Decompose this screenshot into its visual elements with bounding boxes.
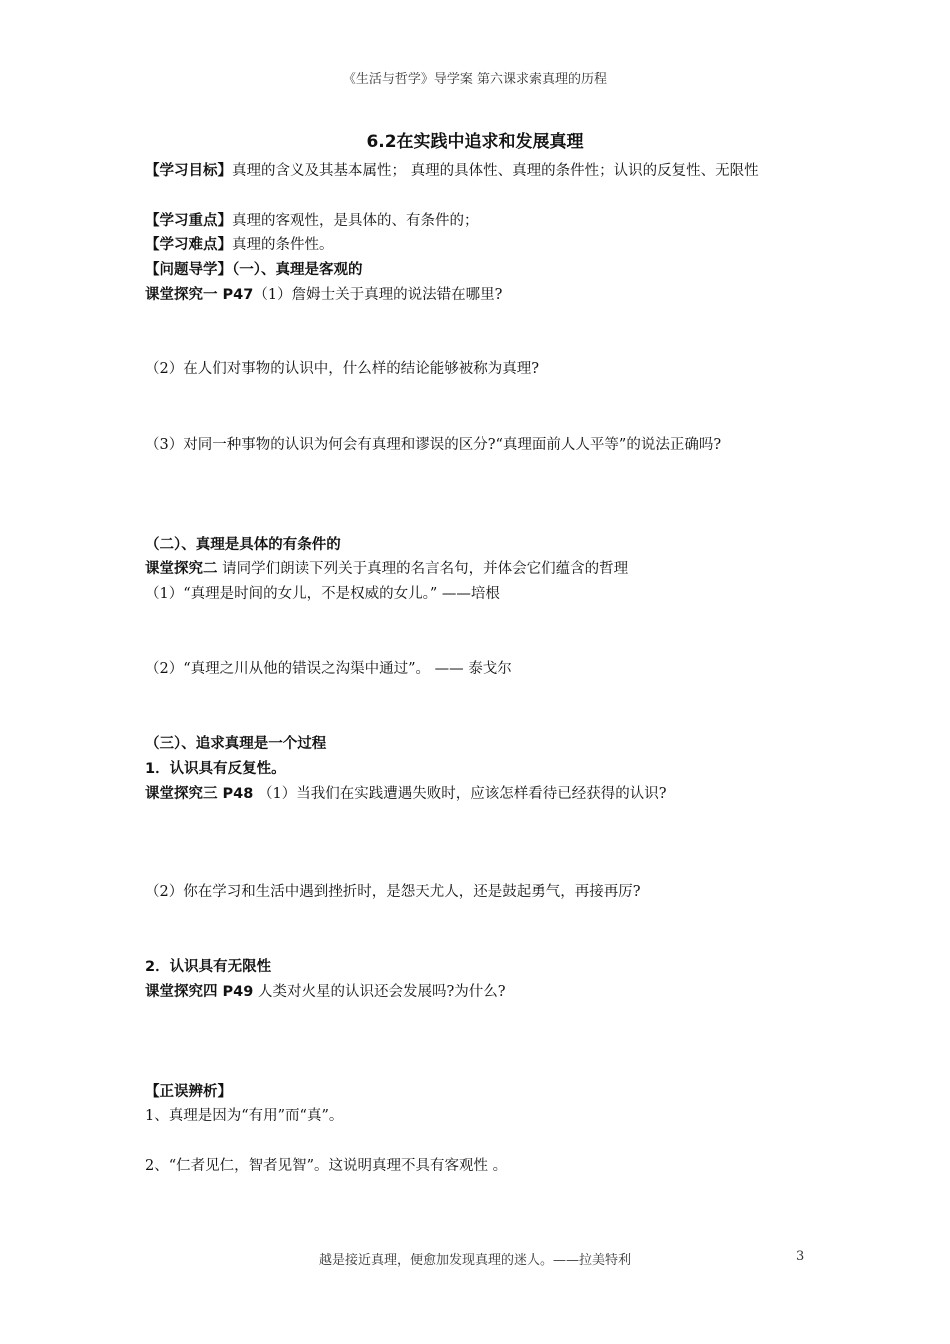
difficulties — [145, 233, 825, 257]
footer-quote: 越是接近真理，便愈加发现真理的迷人。——拉美特利 — [318, 1253, 631, 1268]
key-points — [145, 209, 825, 233]
inquiry4 — [145, 980, 825, 1004]
inquiry3-q1 — [145, 782, 825, 806]
guide-heading — [145, 258, 825, 282]
inquiry3-q1-text: （1）当我们在实践遭遇失败时，应该怎样看待已经获得的认识? — [253, 786, 667, 802]
correction-label: 【正误辨析】 — [145, 1084, 232, 1100]
inquiry2-label: 课堂探究二 — [145, 561, 218, 577]
inquiry2-quote1: （1）“真理是时间的女儿，不是权威的女儿。” ——培根 — [145, 586, 500, 602]
objectives-label: 【学习目标】 — [145, 163, 232, 179]
objectives-text: 真理的含义及其基本属性； 真理的具体性、真理的条件性；认识的反复性、无限性 — [232, 163, 759, 179]
inquiry2-quote2: （2）“真理之川从他的错误之沟渠中通过”。 —— 泰戈尔 — [145, 661, 512, 677]
key-points-label: 【学习重点】 — [145, 213, 232, 229]
key-points-text: 真理的客观性，是具体的、有条件的； — [232, 213, 479, 229]
guide-label: 【问题导学】 — [145, 262, 232, 278]
section3-point2: 2．认识具有无限性 — [145, 959, 272, 975]
page-number: 3 — [796, 1249, 805, 1264]
page-title: 6.2在实践中追求和发展真理 — [366, 132, 584, 152]
inquiry1-q2: （2）在人们对事物的认识中，什么样的结论能够被称为真理? — [145, 361, 539, 377]
section2-title: （二）、真理是具体的有条件的 — [145, 537, 341, 553]
inquiry4-q-text: 人类对火星的认识还会发展吗?为什么? — [253, 984, 506, 1000]
learning-objectives — [145, 159, 825, 183]
inquiry1-q1-text: （1）詹姆士关于真理的说法错在哪里? — [253, 287, 503, 303]
inquiry1-q1 — [145, 283, 825, 307]
inquiry2-intro-text: 请同学们朗读下列关于真理的名言名句，并体会它们蕴含的哲理 — [217, 561, 629, 577]
correction-item2: 2、“仁者见仁，智者见智”。这说明真理不具有客观性 。 — [145, 1158, 508, 1174]
section3-title: （三）、追求真理是一个过程 — [145, 736, 327, 752]
difficulties-label: 【学习难点】 — [145, 237, 232, 253]
section3-point1: 1．认识具有反复性。 — [145, 761, 286, 777]
inquiry4-label: 课堂探究四 P49 — [145, 984, 254, 1000]
section1-title: （一）、真理是客观的 — [232, 262, 363, 278]
inquiry1-label: 课堂探究一 P47 — [145, 287, 254, 303]
difficulties-text: 真理的条件性。 — [232, 237, 334, 253]
inquiry1-q3: （3）对同一种事物的认识为何会有真理和谬误的区分?“真理面前人人平等”的说法正确吗? — [145, 437, 722, 453]
inquiry2-intro — [145, 557, 825, 581]
inquiry3-label: 课堂探究三 P48 — [145, 786, 254, 802]
running-header: 《生活与哲学》导学案 第六课求索真理的历程 — [342, 72, 608, 87]
inquiry3-q2: （2）你在学习和生活中遇到挫折时，是怨天尤人，还是鼓起勇气，再接再厉? — [145, 884, 641, 900]
correction-item1: 1、真理是因为“有用”而“真”。 — [145, 1108, 344, 1124]
